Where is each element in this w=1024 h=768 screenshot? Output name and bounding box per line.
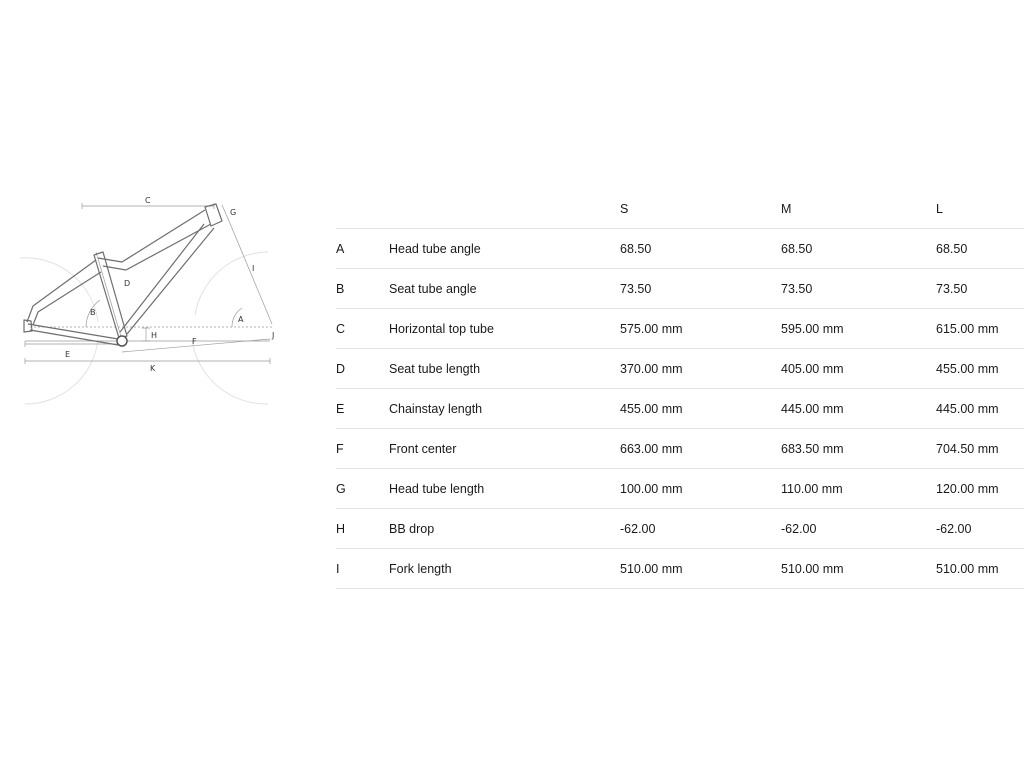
row-value-l: -62.00 — [936, 522, 972, 536]
row-value-m: 68.50 — [781, 242, 813, 256]
row-measurement-name: Fork length — [389, 562, 452, 576]
label-f: F — [192, 337, 197, 346]
row-value-s: 575.00 mm — [620, 322, 683, 336]
row-letter: I — [336, 562, 340, 576]
chain-stay — [28, 324, 118, 345]
e-dimension-line — [25, 341, 122, 347]
row-measurement-name: Head tube length — [389, 482, 485, 496]
row-measurement-name: Seat tube angle — [389, 282, 477, 296]
row-measurement-name: BB drop — [389, 522, 435, 536]
row-letter: G — [336, 482, 346, 496]
label-b: B — [90, 308, 96, 317]
row-value-s: -62.00 — [620, 522, 656, 536]
row-value-m: 73.50 — [781, 282, 813, 296]
row-value-m: 595.00 mm — [781, 322, 844, 336]
k-dimension-line — [25, 358, 270, 364]
row-measurement-name: Horizontal top tube — [389, 322, 494, 336]
row-measurement-name: Seat tube length — [389, 362, 481, 376]
label-i: I — [252, 264, 255, 273]
row-value-m: 683.50 mm — [781, 442, 844, 456]
row-value-s: 73.50 — [620, 282, 652, 296]
label-j: J — [272, 331, 275, 340]
row-value-s: 370.00 mm — [620, 362, 683, 376]
label-c: C — [145, 196, 151, 205]
row-letter: E — [336, 402, 345, 416]
row-value-l: 510.00 mm — [936, 562, 999, 576]
row-value-l: 455.00 mm — [936, 362, 999, 376]
label-k: K — [150, 364, 156, 373]
g-dimension-line — [222, 205, 229, 221]
row-value-l: 120.00 mm — [936, 482, 999, 496]
table-row — [336, 389, 1024, 429]
row-value-l: 73.50 — [936, 282, 968, 296]
row-letter: B — [336, 282, 345, 296]
head-tube — [205, 204, 222, 226]
top-tube — [98, 210, 211, 270]
row-value-s: 100.00 mm — [620, 482, 683, 496]
geometry-table — [336, 189, 1024, 589]
table-header-row — [336, 189, 1024, 229]
down-tube — [120, 224, 214, 334]
table-row — [336, 549, 1024, 589]
row-letter: A — [336, 242, 345, 256]
row-measurement-name: Head tube angle — [389, 242, 481, 256]
table-row — [336, 349, 1024, 389]
table-row — [336, 309, 1024, 349]
i-dimension-line — [229, 221, 272, 324]
row-value-m: -62.00 — [781, 522, 817, 536]
seat-tube — [94, 252, 127, 338]
row-measurement-name: Front center — [389, 442, 457, 456]
row-value-m: 405.00 mm — [781, 362, 844, 376]
row-value-s: 663.00 mm — [620, 442, 683, 456]
row-letter: D — [336, 362, 346, 376]
front-wheel-arc — [192, 252, 268, 404]
label-d: D — [124, 279, 131, 288]
label-a: A — [238, 315, 244, 324]
table-row — [336, 509, 1024, 549]
row-letter: F — [336, 442, 344, 456]
row-letter: H — [336, 522, 346, 536]
h-dimension-line — [142, 328, 150, 341]
label-h: H — [151, 331, 158, 340]
header-size-s: S — [620, 202, 629, 216]
table-row — [336, 429, 1024, 469]
row-value-l: 704.50 mm — [936, 442, 999, 456]
table-row — [336, 269, 1024, 309]
table-body — [336, 229, 1024, 589]
row-value-m: 445.00 mm — [781, 402, 844, 416]
row-measurement-name: Chainstay length — [389, 402, 483, 416]
row-value-l: 445.00 mm — [936, 402, 999, 416]
row-value-m: 110.00 mm — [781, 482, 843, 496]
label-e: E — [65, 350, 71, 359]
label-g: G — [230, 208, 237, 217]
row-value-l: 615.00 mm — [936, 322, 999, 336]
row-value-s: 455.00 mm — [620, 402, 683, 416]
row-letter: C — [336, 322, 346, 336]
row-value-s: 510.00 mm — [620, 562, 683, 576]
header-size-l: L — [936, 202, 943, 216]
row-value-s: 68.50 — [620, 242, 652, 256]
row-value-l: 68.50 — [936, 242, 968, 256]
table-row — [336, 229, 1024, 269]
header-size-m: M — [781, 202, 792, 216]
row-value-m: 510.00 mm — [781, 562, 844, 576]
bike-geometry-diagram — [0, 190, 300, 420]
bottom-bracket — [117, 336, 127, 346]
table-row — [336, 469, 1024, 509]
